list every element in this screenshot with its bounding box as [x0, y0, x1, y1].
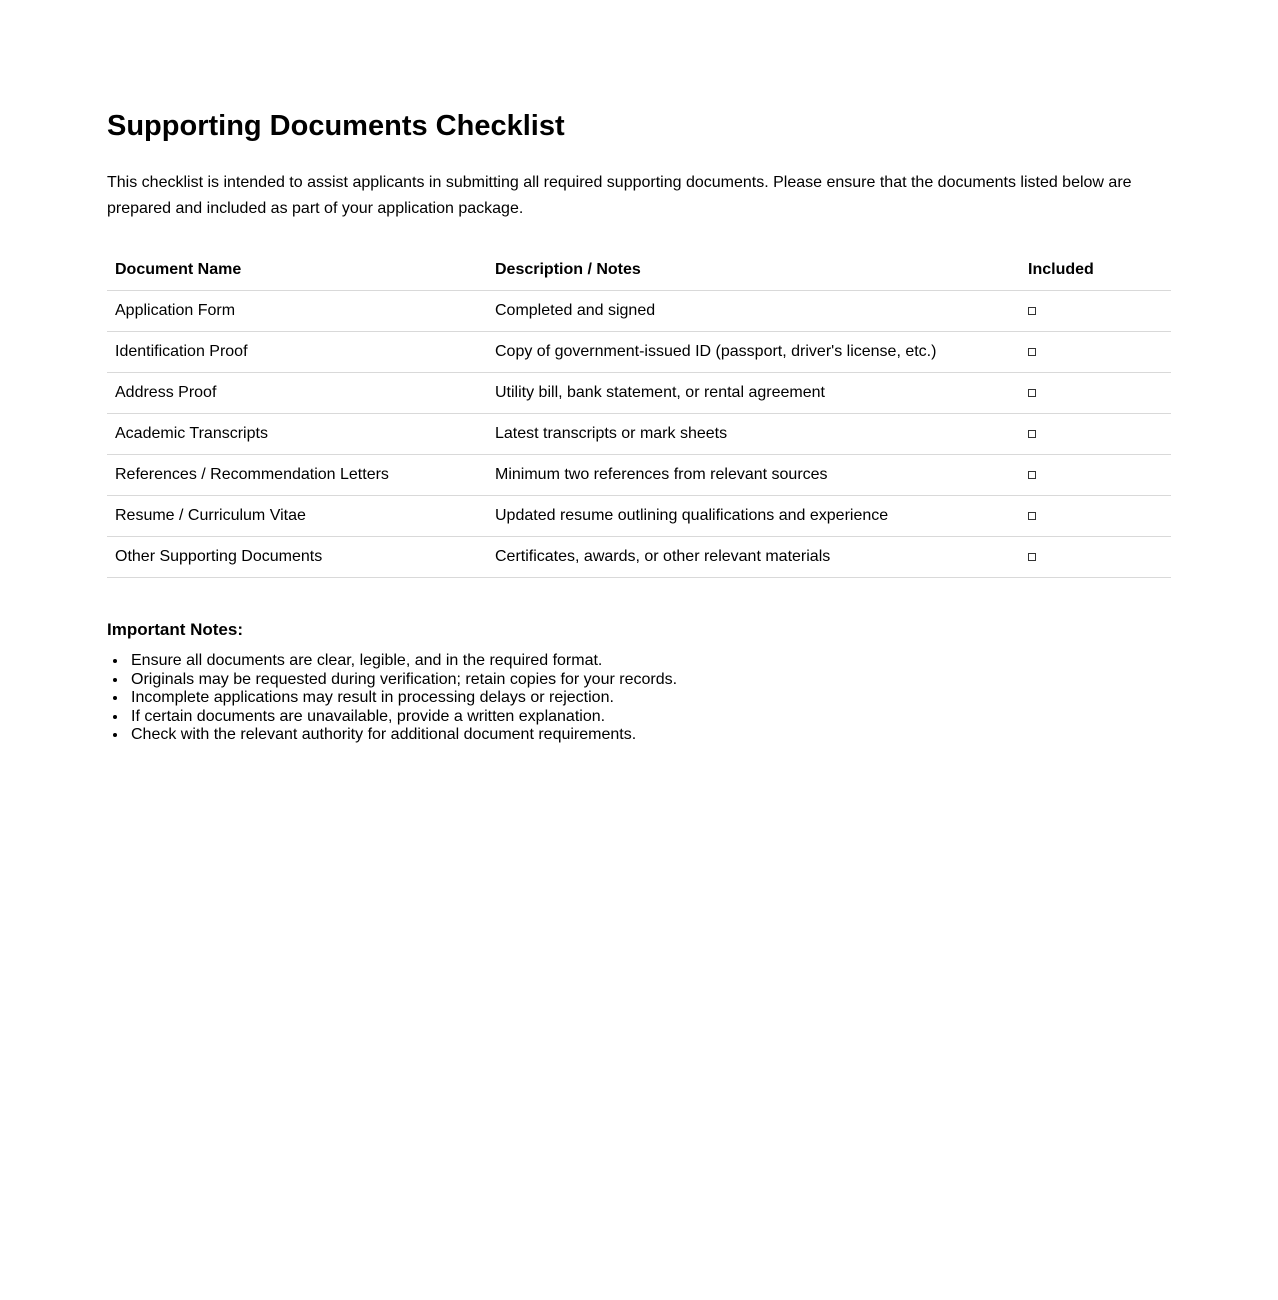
page-title: Supporting Documents Checklist [107, 110, 565, 142]
included-checkbox[interactable] [1028, 389, 1036, 397]
included-cell [1020, 373, 1171, 414]
table-row [107, 496, 1171, 537]
column-header: Included [1020, 250, 1171, 291]
description-cell: Copy of government-issued ID (passport, driver's license, etc.) [487, 332, 1020, 373]
description-cell: Updated resume outlining qualifications and experience [487, 496, 1020, 537]
table-row [107, 291, 1171, 332]
included-cell [1020, 332, 1171, 373]
note-item: • Ensure all documents are clear, legible, and in the required format. [128, 652, 1171, 670]
document-name-cell: Resume / Curriculum Vitae [107, 496, 487, 537]
note-item: • Incomplete applications may result in processing delays or rejection. [128, 689, 1171, 707]
description-cell: Utility bill, bank statement, or rental agreement [487, 373, 1020, 414]
documents-table [107, 250, 1171, 578]
description-cell: Completed and signed [487, 291, 1020, 332]
intro-paragraph: This checklist is intended to assist applicants in submitting all required supporting documents. Please ensure that the documents listed below are prepared and included as part of your application package. [107, 174, 1132, 218]
table-row [107, 414, 1171, 455]
included-checkbox[interactable] [1028, 553, 1036, 561]
description-cell: Certificates, awards, or other relevant materials [487, 537, 1020, 578]
included-checkbox[interactable] [1028, 307, 1036, 315]
included-cell [1020, 291, 1171, 332]
included-cell [1020, 537, 1171, 578]
included-checkbox[interactable] [1028, 348, 1036, 356]
document-page [107, 0, 1171, 744]
notes-heading: Important Notes: [107, 620, 243, 640]
document-name-cell: Identification Proof [107, 332, 487, 373]
note-item: • Check with the relevant authority for additional document requirements. [128, 726, 1171, 744]
included-cell [1020, 496, 1171, 537]
note-item: • If certain documents are unavailable, provide a written explanation. [128, 708, 1171, 726]
document-name-cell: Address Proof [107, 373, 487, 414]
table-row [107, 537, 1171, 578]
table-header-row [107, 250, 1171, 291]
column-header: Description / Notes [487, 250, 1020, 291]
notes-list [107, 652, 1171, 744]
table-row [107, 373, 1171, 414]
document-name-cell: References / Recommendation Letters [107, 455, 487, 496]
document-name-cell: Application Form [107, 291, 487, 332]
table-row [107, 332, 1171, 373]
column-header: Document Name [107, 250, 487, 291]
document-name-cell: Other Supporting Documents [107, 537, 487, 578]
document-name-cell: Academic Transcripts [107, 414, 487, 455]
included-cell [1020, 455, 1171, 496]
included-cell [1020, 414, 1171, 455]
table-row [107, 455, 1171, 496]
included-checkbox[interactable] [1028, 430, 1036, 438]
included-checkbox[interactable] [1028, 512, 1036, 520]
description-cell: Minimum two references from relevant sources [487, 455, 1020, 496]
table-body [107, 291, 1171, 578]
description-cell: Latest transcripts or mark sheets [487, 414, 1020, 455]
included-checkbox[interactable] [1028, 471, 1036, 479]
note-item: • Originals may be requested during verification; retain copies for your records. [128, 671, 1171, 689]
